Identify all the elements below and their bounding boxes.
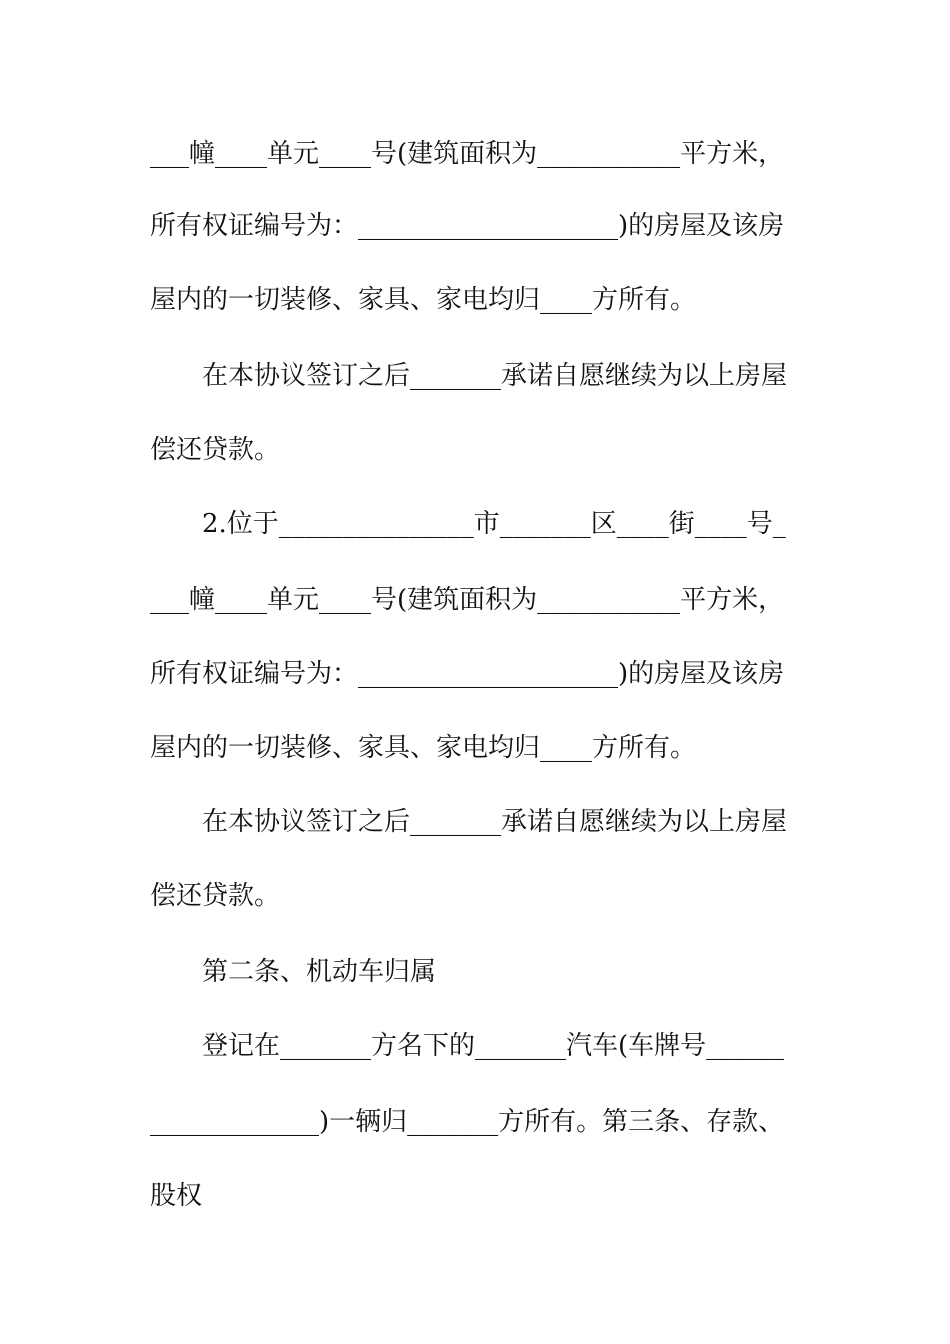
- section-heading: 第二条、机动车归属: [202, 957, 437, 987]
- text-line: 登记在_______方名下的_______汽车(车牌号______: [202, 1031, 785, 1061]
- text-line: 在本协议签订之后_______承诺自愿继续为以上房屋: [202, 361, 788, 391]
- text-line: 屋内的一切装修、家具、家电均归____方所有。: [150, 733, 697, 763]
- text-line: ___幢____单元____号(建筑面积为___________平方米，: [150, 139, 785, 169]
- text-line: _____________)一辆归_______方所有。第三条、存款、: [150, 1107, 785, 1137]
- text-line: 2.位于_______________市_______区____街____号_: [202, 509, 786, 539]
- text-line: 屋内的一切装修、家具、家电均归____方所有。: [150, 285, 697, 315]
- text-line: 所有权证编号为：____________________)的房屋及该房: [150, 211, 785, 241]
- text-line: 所有权证编号为：____________________)的房屋及该房: [150, 659, 785, 689]
- text-line: 在本协议签订之后_______承诺自愿继续为以上房屋: [202, 807, 788, 837]
- text-line: 偿还贷款。: [150, 435, 281, 465]
- text-line: ___幢____单元____号(建筑面积为___________平方米，: [150, 585, 785, 615]
- text-line: 股权: [150, 1181, 203, 1211]
- text-line: 偿还贷款。: [150, 881, 281, 911]
